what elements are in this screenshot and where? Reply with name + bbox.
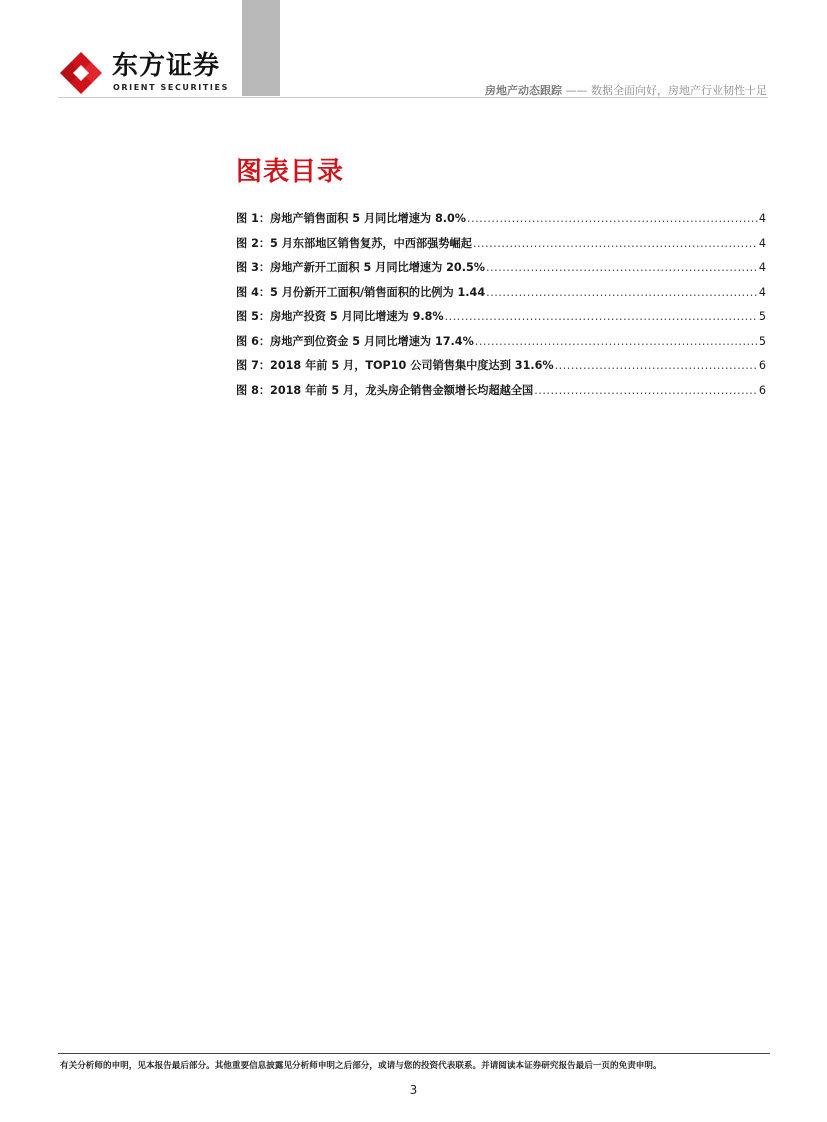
toc-item-label: 图 7：2018 年前 5 月，TOP10 公司销售集中度达到 31.6%: [236, 359, 554, 372]
report-header-title: [485, 82, 767, 98]
logo-english-name: ORIENT SECURITIES: [113, 83, 229, 92]
toc-list: [236, 210, 766, 406]
toc-item-page: 5: [758, 310, 766, 323]
page-number: 3: [409, 1083, 418, 1097]
toc-item-page: 4: [758, 212, 766, 225]
toc-item-page: 6: [758, 383, 766, 397]
logo-chinese-name: 东方证券: [112, 51, 221, 81]
toc-item[interactable]: [236, 382, 766, 407]
toc-leader-dots: [486, 286, 758, 299]
toc-leader-dots: [534, 384, 758, 397]
toc-leader-dots: [555, 359, 758, 372]
toc-item-label: 图 3：房地产新开工面积 5 月同比增速为 20.5%: [236, 261, 485, 274]
toc-item-page: 4: [758, 261, 766, 274]
toc-item[interactable]: [236, 284, 766, 309]
toc-item-label: 图 6：房地产到位资金 5 月同比增速为 17.4%: [236, 334, 474, 348]
header-separator: ——: [562, 84, 591, 97]
footer-disclaimer: 有关分析师的申明，见本报告最后部分。其他重要信息披露见分析师申明之后部分，或请与您的投资代表联系。并请阅读本证券研究报告最后一页的免责申明。: [60, 1061, 662, 1071]
toc-leader-dots: [486, 261, 758, 274]
header-gray-tab: [242, 0, 280, 96]
report-subtitle: 数据全面向好，房地产行业韧性十足: [591, 84, 767, 97]
toc-item-label: 图 2：5 月东部地区销售复苏，中西部强势崛起: [236, 236, 472, 250]
toc-item-label: 图 4：5 月份新开工面积/销售面积的比例为 1.44: [236, 285, 486, 299]
toc-item-label: 图 5：房地产投资 5 月同比增速为 9.8%: [236, 310, 444, 323]
toc-item-page: 4: [758, 236, 766, 250]
toc-item[interactable]: [236, 210, 766, 235]
toc-item[interactable]: [236, 235, 766, 260]
toc-leader-dots: [475, 335, 758, 348]
toc-item[interactable]: [236, 259, 766, 284]
toc-item-label: 图 1：房地产销售面积 5 月同比增速为 8.0%: [236, 212, 466, 225]
orient-securities-logo-icon: [58, 50, 104, 96]
toc-item-page: 4: [758, 285, 766, 299]
toc-title: 图表目录: [236, 157, 345, 187]
footer-divider: [58, 1053, 770, 1054]
toc-item[interactable]: [236, 333, 766, 358]
toc-item-page: 5: [758, 334, 766, 348]
toc-item-label: 图 8：2018 年前 5 月，龙头房企销售金额增长均超越全国: [236, 383, 534, 397]
toc-item[interactable]: [236, 357, 766, 382]
toc-leader-dots: [473, 237, 758, 250]
toc-leader-dots: [467, 212, 758, 225]
toc-leader-dots: [445, 310, 758, 323]
report-series: 房地产动态跟踪: [485, 84, 562, 97]
company-logo: [58, 50, 228, 96]
toc-item[interactable]: [236, 308, 766, 333]
toc-item-page: 6: [758, 359, 766, 372]
header-divider: [58, 97, 768, 98]
